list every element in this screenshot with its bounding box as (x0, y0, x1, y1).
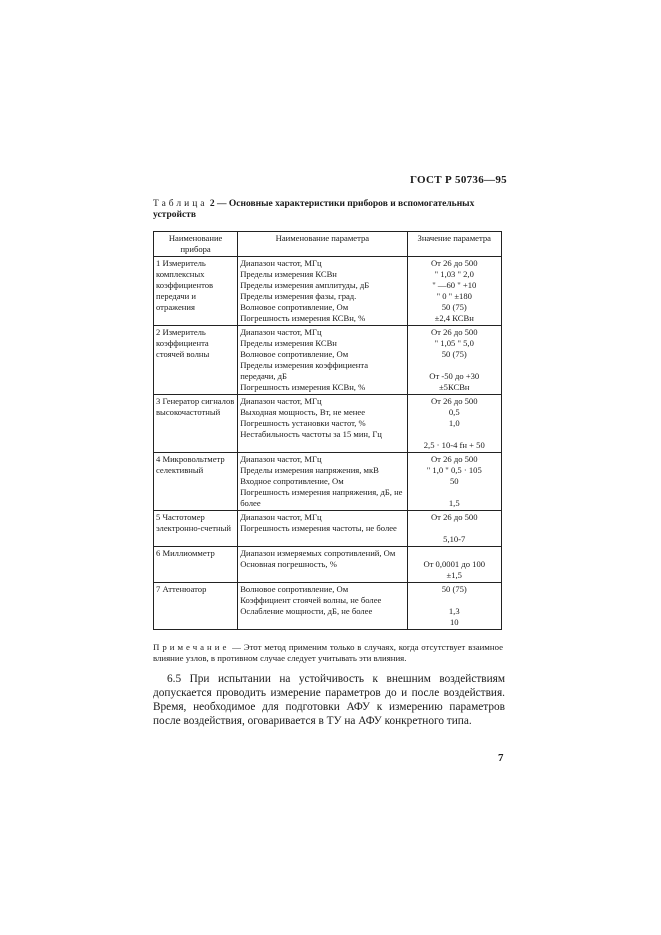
device-name-cell: 4 Микровольтметр селективный (154, 453, 238, 511)
parameter-line: Погрешность установки частот, % (240, 418, 366, 428)
value-line: От 26 до 500 (430, 454, 478, 464)
parameter-line: Пределы измерения напряжения, мкВ (240, 465, 379, 475)
parameter-line: Диапазон частот, МГц (240, 327, 322, 337)
value-line: ±2,4 КСВн (434, 313, 474, 323)
device-name-cell: 2 Измеритель коэффициента стоячей волны (154, 326, 238, 395)
value-line: " 1,05 " 5,0 (434, 338, 474, 348)
parameter-line: Пределы измерения фазы, град. (240, 291, 357, 301)
value-cell (407, 511, 502, 547)
value-line: ±5КСВн (438, 382, 470, 392)
device-name-cell: 1 Измеритель комплексных коэффициентов передачи и отражения (154, 257, 238, 326)
parameter-line: Волновое сопротивление, Ом (240, 302, 349, 312)
table-row (154, 511, 502, 547)
parameter-line: Диапазон измеряемых сопротивлений, Ом (240, 548, 396, 558)
caption-number: 2 (209, 199, 215, 209)
device-name-cell: 6 Миллиомметр (154, 547, 238, 583)
value-cell (407, 395, 502, 453)
device-name-cell: 7 Аттенюатор (154, 583, 238, 630)
table-note (153, 642, 503, 664)
parameter-line: Входное сопротивление, Ом (240, 476, 344, 486)
parameter-line: Выходная мощность, Вт, не менее (240, 407, 366, 417)
table-body (154, 257, 502, 630)
value-line: 1,5 (448, 498, 460, 508)
value-line: " —60 " +10 (432, 280, 477, 290)
parameter-line: Пределы измерения амплитуды, дБ (240, 280, 370, 290)
parameter-line: Волновое сопротивление, Ом (240, 584, 349, 594)
value-line: 50 (75) (441, 584, 467, 594)
value-line: 50 (449, 476, 459, 486)
value-line: От 26 до 500 (430, 396, 478, 406)
header-value: Значение параметра (407, 232, 502, 257)
parameter-line: Волновое сопротивление, Ом (240, 349, 349, 359)
table-row (154, 583, 502, 630)
parameter-cell (238, 453, 407, 511)
parameter-line: Диапазон частот, МГц (240, 258, 322, 268)
parameter-line: Диапазон частот, МГц (240, 454, 322, 464)
table-row (154, 326, 502, 395)
value-line: От 26 до 500 (430, 327, 478, 337)
value-line: 5,10-7 (443, 534, 466, 544)
parameter-cell (238, 395, 407, 453)
value-line: " 1,0 " 0,5 · 105 (426, 465, 482, 475)
value-line: От 0,0001 до 100 (423, 559, 486, 569)
value-cell (407, 453, 502, 511)
parameter-line: Диапазон частот, МГц (240, 512, 322, 522)
table-row (154, 453, 502, 511)
value-cell (407, 583, 502, 630)
parameter-line: Пределы измерения коэффициента передачи, дБ (240, 360, 369, 381)
parameter-cell (238, 511, 407, 547)
value-line: 10 (449, 617, 459, 627)
value-line: " 0 " ±180 (436, 291, 472, 301)
parameter-cell (238, 257, 407, 326)
value-cell (407, 257, 502, 326)
header-parameter: Наименование параметра (238, 232, 407, 257)
value-line: 0,5 (448, 407, 460, 417)
header-device: Наименование прибора (154, 232, 238, 257)
parameter-line: Ослабление мощности, дБ, не более (240, 606, 373, 616)
table-row (154, 395, 502, 453)
value-line: От 26 до 500 (430, 258, 478, 268)
table-header-row (154, 232, 502, 257)
parameter-cell (238, 326, 407, 395)
page-number: 7 (498, 752, 504, 764)
parameter-line: Коэффициент стоячей волны, не более (240, 595, 382, 605)
section-paragraph (153, 672, 505, 728)
device-name-cell: 5 Частотомер электронно-счетный (154, 511, 238, 547)
paragraph-text: При испытании на устойчивость к внешним воздействиям допускается проводить измерение параметров до и после воздействия. Время, необходимое для подготовки АФУ к измерению параметров после воздействия, оговаривается в ТУ на АФУ конкретного типа. (153, 673, 505, 727)
value-line: 50 (75) (441, 302, 467, 312)
parameter-line: Нестабильность частоты за 15 мин, Гц (240, 429, 382, 439)
note-text: — Этот метод применим только в случаях, когда отсутствует взаимное влияние узлов, в противном случае следует учитывать эти влияния. (153, 642, 503, 663)
paragraph-number: 6.5 (167, 673, 182, 685)
parameter-line: Погрешность измерения КСВн, % (240, 382, 366, 392)
parameter-line: Основная погрешность, % (240, 559, 337, 569)
parameter-line: Диапазон частот, МГц (240, 396, 322, 406)
parameter-cell (238, 583, 407, 630)
document-code: ГОСТ Р 50736—95 (410, 174, 507, 186)
value-line: ±1,5 (446, 570, 462, 580)
parameter-line: Пределы измерения КСВн (240, 269, 337, 279)
caption-text: — Основные характеристики приборов и вспомогательных устройств (153, 199, 475, 220)
value-cell (407, 326, 502, 395)
value-line: 1,3 (448, 606, 460, 616)
parameter-line: Погрешность измерения частоты, не более (240, 523, 397, 533)
value-line: " 1,03 " 2,0 (434, 269, 474, 279)
value-line: 2,5 · 10-4 fн + 50 (423, 440, 485, 450)
table-row (154, 547, 502, 583)
table-row (154, 257, 502, 326)
value-cell (407, 547, 502, 583)
value-line: От -50 до +30 (429, 371, 480, 381)
parameter-cell (238, 547, 407, 583)
parameter-line: Погрешность измерения напряжения, дБ, не более (240, 487, 403, 508)
value-line: От 26 до 500 (430, 512, 478, 522)
table-caption (153, 199, 505, 221)
characteristics-table (153, 231, 502, 630)
value-line: 50 (75) (441, 349, 467, 359)
note-label: Примечание (153, 642, 230, 652)
parameter-line: Пределы измерения КСВн (240, 338, 337, 348)
value-line: 1,0 (448, 418, 460, 428)
caption-label: Таблица (153, 199, 208, 209)
parameter-line: Погрешность измерения КСВн, % (240, 313, 366, 323)
device-name-cell: 3 Генератор сигналов высокочастотный (154, 395, 238, 453)
